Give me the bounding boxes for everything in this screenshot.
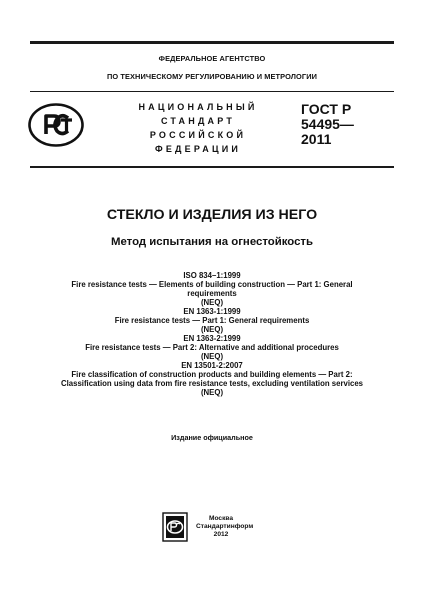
- reference-line: (NEQ): [200, 325, 224, 334]
- rst-certification-emblem-icon: [28, 103, 84, 147]
- agency-line-2: ПО ТЕХНИЧЕСКОМУ РЕГУЛИРОВАНИЮ И МЕТРОЛОГИИ: [106, 72, 318, 81]
- reference-line: requirements: [187, 289, 237, 298]
- reference-line: EN 13501-2:2007: [181, 361, 243, 370]
- reference-line: (NEQ): [200, 388, 224, 397]
- standard-type-line-2: СТАНДАРТ: [160, 116, 236, 126]
- gost-designation-line-3: 2011: [301, 131, 332, 147]
- reference-line: Fire resistance tests — Part 1: General requirements: [114, 316, 310, 325]
- reference-line: EN 1363-2:1999: [183, 334, 241, 343]
- top-rule: [30, 41, 394, 44]
- gost-designation-line-1: ГОСТ Р: [301, 101, 352, 117]
- reference-line: Fire resistance tests — Part 2: Alternative and additional procedures: [85, 343, 339, 352]
- agency-line-1: ФЕДЕРАЛЬНОЕ АГЕНТСТВО: [158, 54, 266, 63]
- standard-block-rule: [30, 166, 394, 168]
- reference-line: EN 1363-1:1999: [183, 307, 241, 316]
- reference-line: (NEQ): [200, 298, 224, 307]
- standard-type-line-4: ФЕДЕРАЦИИ: [154, 144, 242, 154]
- document-title: СТЕКЛО И ИЗДЕЛИЯ ИЗ НЕГО: [106, 207, 318, 223]
- standard-type-line-3: РОССИЙСКОЙ: [149, 130, 247, 140]
- standard-type-line-1: НАЦИОНАЛЬНЫЙ: [138, 102, 258, 112]
- document-subtitle: Метод испытания на огнестойкость: [111, 236, 313, 248]
- publisher-city: Москва: [208, 515, 234, 522]
- publisher-year: 2012: [213, 531, 229, 538]
- reference-line: Classification using data from fire resistance tests, excluding ventilation services: [60, 379, 363, 388]
- edition-note: Издание официальное: [171, 433, 253, 442]
- standartinform-logo-icon: [162, 512, 188, 542]
- gost-designation-line-2: 54495—: [301, 116, 354, 132]
- reference-line: Fire resistance tests — Elements of building construction — Part 1: General: [71, 280, 353, 289]
- publisher-name: Стандартинформ: [196, 523, 254, 530]
- reference-line: (NEQ): [200, 352, 224, 361]
- publisher-block: [196, 515, 254, 539]
- reference-line: ISO 834–1:1999: [183, 271, 241, 280]
- reference-line: Fire classification of construction products and building elements — Part 2:: [71, 370, 353, 379]
- header-rule: [30, 91, 394, 92]
